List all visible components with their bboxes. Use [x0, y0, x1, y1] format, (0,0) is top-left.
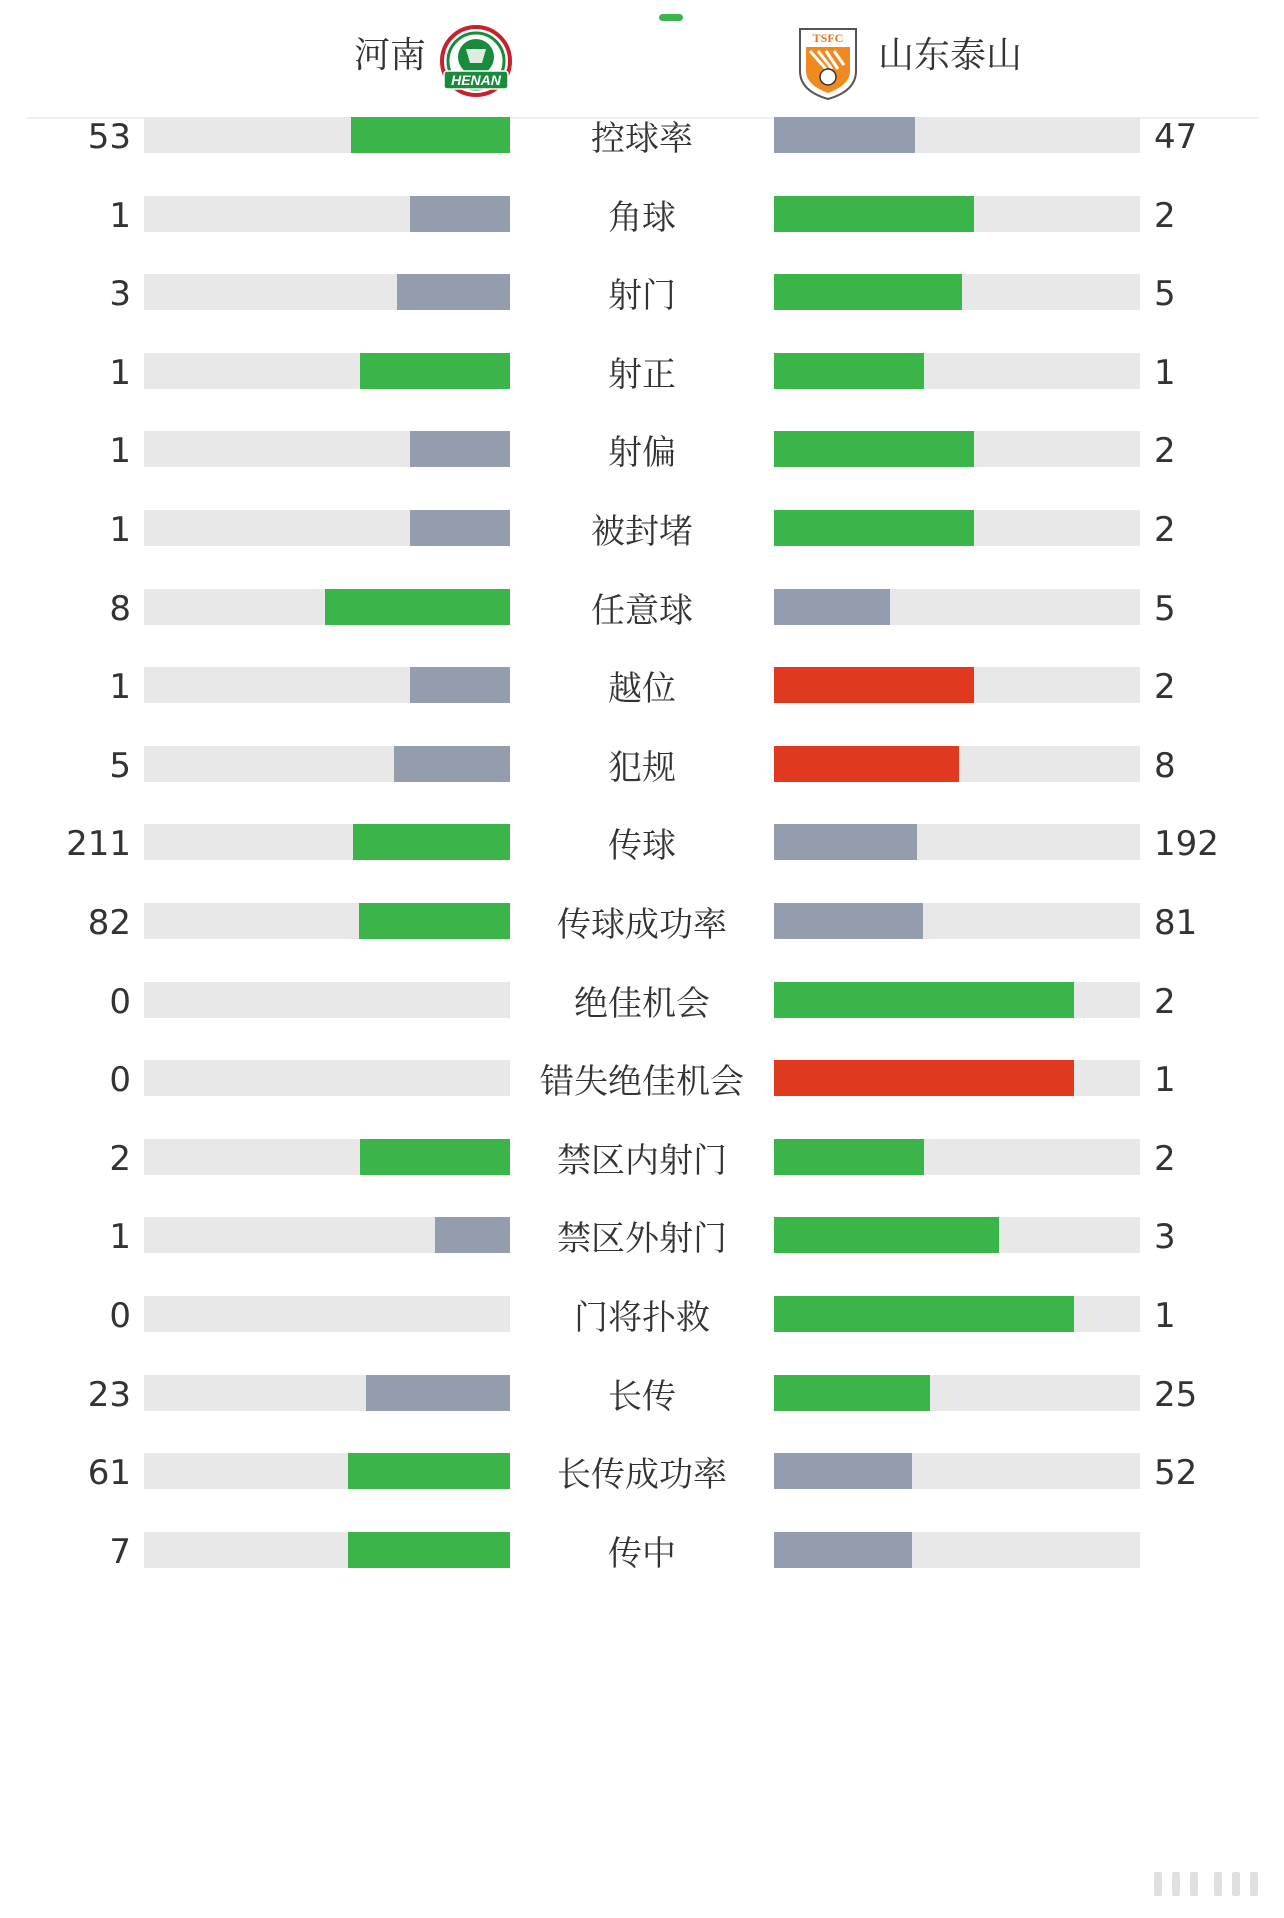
- home-stat-value: 1: [109, 431, 131, 471]
- home-stat-bar: [410, 667, 510, 703]
- away-stat-value: 81: [1154, 903, 1198, 943]
- away-stat-bar: [774, 903, 923, 939]
- home-stat-value: 82: [87, 903, 131, 943]
- home-stat-bar: [325, 589, 510, 625]
- away-stat-bar: [774, 274, 962, 310]
- away-stat-bar: [774, 431, 974, 467]
- away-stat-value: 192: [1154, 824, 1219, 864]
- stat-label: 绝佳机会: [574, 984, 710, 1024]
- stat-label: 射正: [608, 355, 676, 395]
- away-stat-bar: [774, 196, 974, 232]
- svg-text:TSFC: TSFC: [812, 31, 844, 45]
- away-stat-bar: [774, 1139, 924, 1175]
- home-stat-bar: [410, 431, 510, 467]
- home-stat-value: 5: [109, 746, 131, 786]
- away-team-name[interactable]: 山东泰山: [878, 35, 1023, 76]
- away-stat-bar-track: [774, 196, 1140, 232]
- stat-row: [0, 343, 1284, 403]
- home-stat-bar-track: [144, 274, 510, 310]
- home-stat-value: 2: [109, 1139, 131, 1179]
- stat-row: [0, 1522, 1284, 1582]
- away-stat-value: 2: [1154, 1139, 1176, 1179]
- home-stat-bar-track: [144, 667, 510, 703]
- away-stat-value: 1: [1154, 353, 1176, 393]
- away-stat-value: 47: [1154, 117, 1198, 157]
- home-stat-bar-track: [144, 746, 510, 782]
- away-stat-bar-track: [774, 1375, 1140, 1411]
- away-stat-bar: [774, 1375, 930, 1411]
- away-stat-value: 52: [1154, 1453, 1198, 1493]
- stat-label: 任意球: [591, 591, 693, 631]
- stat-label: 越位: [608, 669, 676, 709]
- away-stat-value: 8: [1154, 746, 1176, 786]
- stat-label: 禁区外射门: [557, 1219, 727, 1259]
- away-stat-value: 3: [1154, 1217, 1176, 1257]
- stat-row: [0, 500, 1284, 560]
- watermark-icon: [1054, 1864, 1284, 1904]
- home-stat-bar-track: [144, 982, 510, 1018]
- away-stat-bar: [774, 1217, 999, 1253]
- stat-row: [0, 579, 1284, 639]
- away-stat-bar: [774, 982, 1074, 1018]
- home-stat-value: 1: [109, 1217, 131, 1257]
- away-stat-bar-track: [774, 982, 1140, 1018]
- stat-label: 射门: [608, 276, 676, 316]
- away-stat-value: 2: [1154, 667, 1176, 707]
- away-stat-value: 1: [1154, 1060, 1176, 1100]
- home-stat-bar-track: [144, 510, 510, 546]
- stat-row: [0, 814, 1284, 874]
- away-stat-bar-track: [774, 824, 1140, 860]
- home-stat-value: 61: [87, 1453, 131, 1493]
- stat-row: [0, 972, 1284, 1032]
- stat-row: [0, 1207, 1284, 1267]
- home-stat-bar-track: [144, 1217, 510, 1253]
- home-stat-bar: [394, 746, 510, 782]
- stat-label: 长传: [608, 1377, 676, 1417]
- away-stat-bar-track: [774, 510, 1140, 546]
- away-stat-bar: [774, 353, 924, 389]
- home-stat-bar-track: [144, 589, 510, 625]
- away-stat-bar-track: [774, 589, 1140, 625]
- home-stat-bar-track: [144, 117, 510, 153]
- home-stat-bar: [410, 196, 510, 232]
- stat-row: [0, 264, 1284, 324]
- home-stat-value: 7: [109, 1532, 131, 1572]
- away-stat-value: 5: [1154, 589, 1176, 629]
- home-stat-bar: [359, 903, 510, 939]
- away-stat-value: 2: [1154, 431, 1176, 471]
- stat-row: [0, 1129, 1284, 1189]
- home-stat-value: 8: [109, 589, 131, 629]
- stat-label: 角球: [608, 198, 676, 238]
- stat-label: 门将扑救: [574, 1298, 710, 1338]
- home-stat-bar-track: [144, 903, 510, 939]
- home-stat-value: 211: [66, 824, 131, 864]
- home-stat-value: 1: [109, 510, 131, 550]
- away-stat-bar-track: [774, 274, 1140, 310]
- home-stat-bar: [360, 353, 510, 389]
- home-stat-bar-track: [144, 1375, 510, 1411]
- home-stat-bar: [351, 117, 510, 153]
- home-stat-value: 1: [109, 667, 131, 707]
- home-team-name[interactable]: 河南: [353, 35, 426, 76]
- home-stat-value: 1: [109, 353, 131, 393]
- away-stat-bar: [774, 589, 890, 625]
- stat-row: [0, 186, 1284, 246]
- away-stat-bar-track: [774, 117, 1140, 153]
- home-stat-bar-track: [144, 196, 510, 232]
- svg-text:HENAN: HENAN: [451, 72, 501, 88]
- stat-label: 被封堵: [591, 512, 693, 552]
- home-stat-bar: [410, 510, 510, 546]
- away-stat-bar-track: [774, 1139, 1140, 1175]
- home-stat-value: 0: [109, 982, 131, 1022]
- stat-row: [0, 1286, 1284, 1346]
- away-stat-bar-track: [774, 431, 1140, 467]
- away-stat-bar-track: [774, 353, 1140, 389]
- stat-row: [0, 421, 1284, 481]
- stat-row: [0, 657, 1284, 717]
- home-stat-bar: [360, 1139, 510, 1175]
- away-stat-bar-track: [774, 667, 1140, 703]
- home-stat-value: 0: [109, 1296, 131, 1336]
- home-stat-bar-track: [144, 1296, 510, 1332]
- home-stat-bar-track: [144, 431, 510, 467]
- away-stat-bar-track: [774, 1217, 1140, 1253]
- home-stat-bar-track: [144, 1139, 510, 1175]
- home-stat-bar: [397, 274, 510, 310]
- home-stat-bar-track: [144, 1060, 510, 1096]
- away-stat-value: 2: [1154, 982, 1176, 1022]
- away-stat-value: 25: [1154, 1375, 1198, 1415]
- stat-label: 传球: [608, 826, 676, 866]
- home-stat-value: 1: [109, 196, 131, 236]
- home-stat-bar: [348, 1532, 510, 1568]
- stat-label: 控球率: [591, 119, 693, 159]
- away-stat-bar-track: [774, 1532, 1140, 1568]
- stat-label: 犯规: [608, 748, 676, 788]
- stat-row: [0, 736, 1284, 796]
- away-stat-bar: [774, 1296, 1074, 1332]
- home-stat-bar: [353, 824, 510, 860]
- stat-row: [0, 1365, 1284, 1425]
- stat-label: 错失绝佳机会: [540, 1062, 744, 1102]
- home-stat-value: 53: [87, 117, 131, 157]
- away-stat-bar: [774, 1532, 912, 1568]
- home-stat-value: 3: [109, 274, 131, 314]
- away-stat-bar: [774, 1060, 1074, 1096]
- home-stat-value: 23: [87, 1375, 131, 1415]
- stat-label: 禁区内射门: [557, 1141, 727, 1181]
- away-stat-bar: [774, 667, 974, 703]
- away-stat-bar-track: [774, 1296, 1140, 1332]
- away-stat-value: 1: [1154, 1296, 1176, 1336]
- away-stat-bar: [774, 510, 974, 546]
- away-stat-bar: [774, 746, 959, 782]
- away-stat-value: 2: [1154, 196, 1176, 236]
- away-stat-value: 5: [1154, 274, 1176, 314]
- stat-label: 长传成功率: [557, 1455, 727, 1495]
- stat-row: [0, 893, 1284, 953]
- home-stat-bar-track: [144, 1532, 510, 1568]
- home-stat-bar: [348, 1453, 510, 1489]
- home-stat-value: 0: [109, 1060, 131, 1100]
- stat-row: [0, 1050, 1284, 1110]
- home-stat-bar: [435, 1217, 510, 1253]
- stat-label: 射偏: [608, 433, 676, 473]
- away-stat-bar-track: [774, 1060, 1140, 1096]
- away-stat-bar: [774, 1453, 912, 1489]
- away-stat-value: 2: [1154, 510, 1176, 550]
- away-stat-bar: [774, 117, 915, 153]
- stat-row: [0, 107, 1284, 167]
- away-stat-bar-track: [774, 746, 1140, 782]
- away-stat-bar: [774, 824, 917, 860]
- away-stat-bar-track: [774, 1453, 1140, 1489]
- stat-row: [0, 1443, 1284, 1503]
- home-stat-bar-track: [144, 1453, 510, 1489]
- home-stat-bar-track: [144, 353, 510, 389]
- stat-label: 传球成功率: [557, 905, 727, 945]
- home-stat-bar-track: [144, 824, 510, 860]
- home-stat-bar: [366, 1375, 510, 1411]
- away-stat-bar-track: [774, 903, 1140, 939]
- stat-label: 传中: [608, 1534, 676, 1574]
